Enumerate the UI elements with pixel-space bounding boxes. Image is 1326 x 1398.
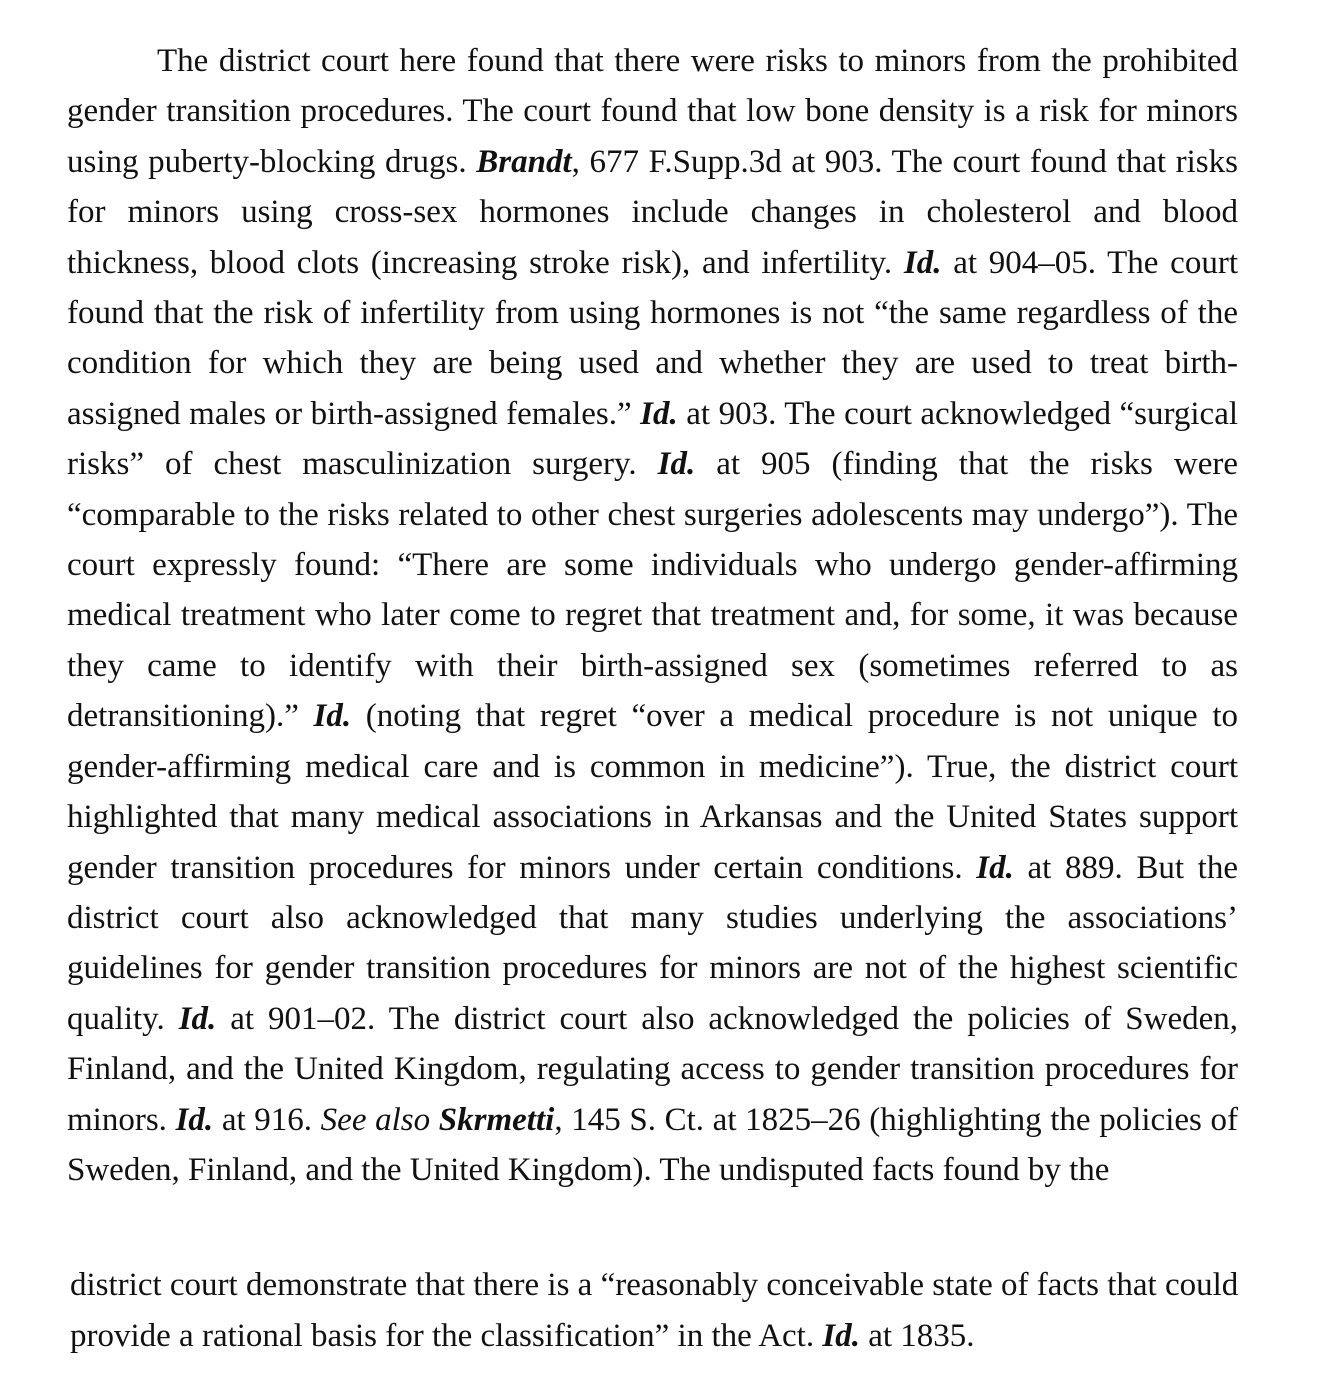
text-segment: , 677 F.Supp.3d at 903. The court found that risks for minors using cross-sex hormones include changes in cholesterol and blood thickness, blood clots (increasing stroke risk), and infertility. xyxy=(67,143,1238,281)
text-segment: at 904–05. The court found that the risk of infertility from using hormones is not “the same regardless of the condition for which they are being used and whether they are used to treat birth-assigned males or birth-assigned females.” xyxy=(67,244,1238,432)
text-segment: (noting that regret “over a medical procedure is not unique to gender-affirming medical care and is common in medicine”). True, the district court highlighted that many medical associations in Arkansas and the United States support gender transition procedures for minors under certain conditions. xyxy=(67,698,1238,886)
text-segment: at 916. xyxy=(213,1101,321,1138)
text-space xyxy=(430,1102,439,1138)
text-segment: at 905 (finding that the risks were “comparable to the risks related to other chest surgeries adolescents may undergo”). The court expressly found: “There are some individuals who undergo gender-affirming medical treatment who later come to regret that treatment and, for some, it was because they came to identify with their birth-assigned sex (sometimes referred to as detransitioning).” xyxy=(67,446,1238,735)
signal-see-also: See also xyxy=(320,1101,431,1138)
id-citation: Id. xyxy=(313,698,352,735)
id-citation: Id. xyxy=(903,244,942,281)
text-segment: at 901–02. The district court also acknowledged the policies of Sweden, Finland, and the United Kingdom, regulating access to gender transition procedures for minors. xyxy=(67,1000,1238,1138)
text-segment: at 889. But the district court also acknowledged that many studies underlying the associations’ guidelines for gender transition procedures for minors are not of the highest scientific quality. xyxy=(67,849,1239,1037)
text-segment: at 903. The court acknowledged “surgical risks” of chest masculinization surgery. xyxy=(67,395,1239,483)
id-citation: Id. xyxy=(178,1000,217,1037)
case-citation-skrmetti: Skrmetti xyxy=(438,1101,555,1138)
id-citation: Id. xyxy=(640,395,678,432)
id-citation: Id. xyxy=(822,1318,860,1354)
text-segment: district court demonstrate that there is a “reasonably conceivable state of facts that could provide a rational basis for the classification” in the Act. xyxy=(70,1267,1239,1354)
text-segment: The district court here found that there were risks to minors from the prohibited gender transition procedures. The court found that low bone density is a risk for minors using puberty-blocking drugs. xyxy=(67,43,1238,180)
id-citation: Id. xyxy=(657,446,696,483)
text-segment: at 1835. xyxy=(859,1318,975,1354)
body-paragraph xyxy=(67,36,1238,1195)
continuation-paragraph xyxy=(70,1260,1255,1362)
id-citation: Id. xyxy=(175,1101,214,1138)
text-segment: , 145 S. Ct. at 1825–26 (highlighting the policies of Sweden, Finland, and the United Kingdom). The undisputed facts found by the xyxy=(67,1101,1238,1188)
id-citation: Id. xyxy=(976,849,1014,886)
case-citation-brandt: Brandt xyxy=(476,143,572,180)
